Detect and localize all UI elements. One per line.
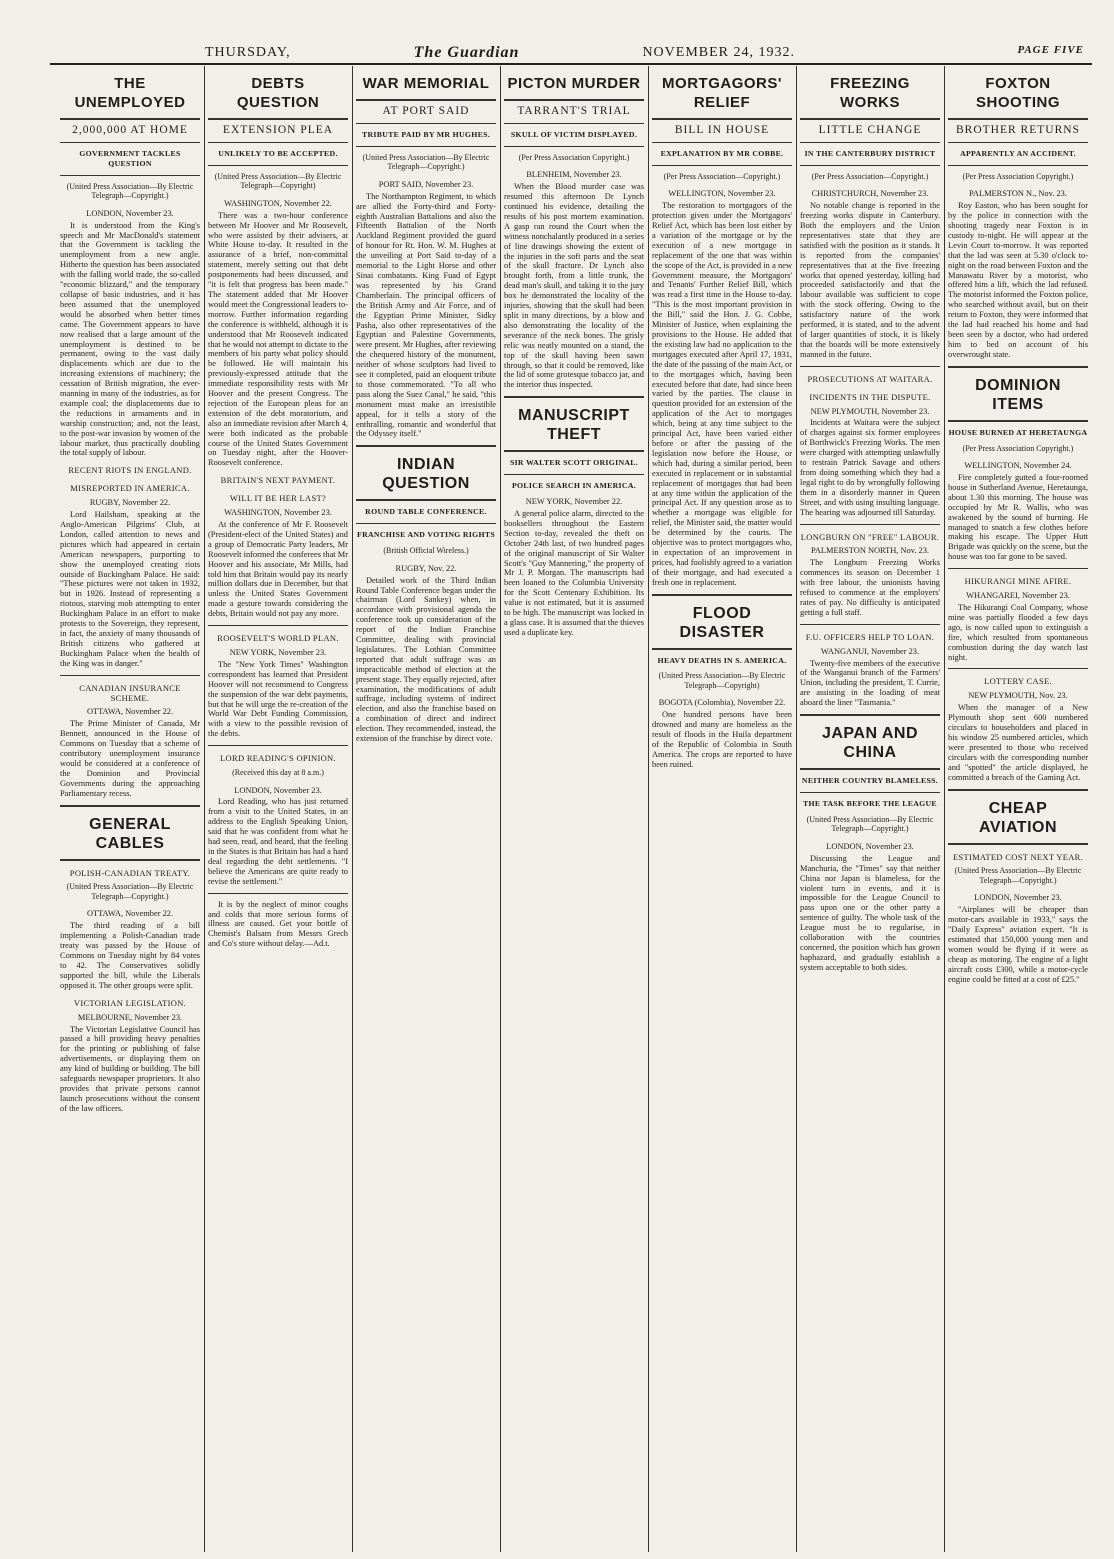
- divider: [652, 142, 792, 143]
- divider: [948, 420, 1088, 422]
- divider: [800, 624, 940, 625]
- divider: [504, 123, 644, 124]
- headline: MORTGAGORS' RELIEF: [662, 75, 782, 111]
- dateline: LONDON, November 23.: [234, 785, 322, 795]
- headline: GENERAL CABLES: [89, 815, 171, 852]
- divider: [208, 165, 348, 166]
- dateline: PALMERSTON NORTH, Nov. 23.: [810, 546, 930, 556]
- headline: WAR MEMORIAL: [362, 75, 490, 92]
- divider: [60, 142, 200, 143]
- dateline: PORT SAID, November 23.: [378, 179, 474, 189]
- subheadline: AT PORT SAID: [382, 105, 470, 117]
- deck: HEAVY DEATHS IN S. AMERICA.: [657, 655, 787, 665]
- column-war-memorial: [352, 66, 500, 1552]
- section-heading: RECENT RIOTS IN ENGLAND.: [68, 465, 192, 476]
- divider: [652, 594, 792, 596]
- dateline: LONDON, November 23.: [826, 841, 914, 851]
- section-heading: PROSECUTIONS AT WAITARA.: [807, 373, 933, 384]
- dateline: OTTAWA, November 22.: [86, 909, 174, 919]
- divider: [800, 165, 940, 166]
- headline: THE UNEMPLOYED: [74, 75, 186, 111]
- deck: POLICE SEARCH IN AMERICA.: [511, 481, 637, 491]
- article-body: The Longburn Freezing Works commences its season on December 1 with free labour, the unionists having refused to commence at the employers' rates of pay. No difficulty is anticipated getting a full staff.: [800, 558, 940, 617]
- section-heading: CANADIAN INSURANCE SCHEME.: [79, 682, 181, 703]
- credit-line: (United Press Association—By Electric Telegraph—Copyright.): [66, 882, 194, 901]
- dateline: LONDON, November 23.: [86, 208, 174, 218]
- deck: GOVERNMENT TACKLES QUESTION: [79, 148, 181, 168]
- divider: [356, 146, 496, 147]
- headline: FREEZING WORKS: [830, 75, 910, 111]
- credit-line: (Per Press Association—Copyright.): [811, 171, 929, 181]
- article-body: Lord Reading, who has just returned from a visit to the United States, in an address to the English Speaking Union, said that he was confident from what he had seen, read, and heard, that the feeling in the States is that Britain has had a hard deal regarding the debt settlements. "I believe the Americans are quite ready to revise the settlement.": [208, 797, 348, 886]
- headline: CHEAP AVIATION: [978, 799, 1058, 836]
- advertisement-text: It is by the neglect of minor coughs and colds that more serious forms of illness are caused. Get your bottle of Chemist's Balsam from Messrs Grech and Co's store without delay.—Ad.t.: [208, 899, 348, 949]
- dateline: NEW PLYMOUTH, Nov. 23.: [968, 691, 1068, 701]
- article-body: It is understood from the King's speech and Mr MacDonald's statement that the Government is tackling the unemployment from a new angle. Hitherto the question has been associated with the falling world trade, the so-called "economic blizzard," and the temporary collapse of basic industries, and it has been assumed that the unemployed would be absorbed when better times came. The Government appears to have now realised that a large amount of the unemployment is destined to be permanent, owing to the vast daily displacements which are due to the increasing extensions of machinery; the cessation of British migration, the ever-manning in many of the industries, as for example coal; the displacements due to the reductions in armaments and in warship construction; and, not the least, to the post-war invasion by women of the labour market, thus practically doubling the total supply of labour.: [60, 220, 200, 458]
- deck: FRANCHISE AND VOTING RIGHTS: [357, 530, 495, 540]
- deck: SKULL OF VICTIM DISPLAYED.: [510, 129, 638, 139]
- credit-line: (Per Press Association Copyright.): [518, 152, 630, 162]
- credit-line: (United Press Association—By Electric Telegraph—Copyright.): [954, 866, 1082, 885]
- deck: SIR WALTER SCOTT ORIGINAL.: [509, 458, 639, 468]
- divider: [356, 445, 496, 447]
- divider: [800, 366, 940, 367]
- headline: FOXTON SHOOTING: [975, 75, 1060, 111]
- divider: [208, 118, 348, 120]
- divider: [60, 805, 200, 807]
- divider: [504, 450, 644, 452]
- deck: APPARENTLY AN ACCIDENT.: [960, 148, 1076, 158]
- divider: [356, 499, 496, 501]
- dateline: WANGANUI, November 23.: [820, 646, 920, 656]
- divider: [800, 142, 940, 143]
- article-body: Discussing the League and Manchuria, the "Times" say that neither China nor Japan is blameless, for the violent turn in events, and it is impossible for the League Council to pass upon one or the other party a sentence of guilty. The whole task of the League must be to regularise, in collaboration with the countries concerned, the position which has grown haphazard, and gradually establish a system acceptable to both sides.: [800, 853, 940, 972]
- article-body: When the Blood murder case was resumed this afternoon Dr Lynch continued his evidence, detailing the results of his post mortem examination. A gasp ran round the Court when the witness nonchalantly produced in a series of line drawings showing the extent of the injuries in the soft parts and the seat of the skull fracture. Dr Lynch also brought forth, from a little trunk, the dead man's skull, and taking it to the jury box he demonstrated the locality of the injuries, showing that the skull had been split in many directions, by a blow and also demonstrating the locality of the severance of the neck bones. The grisly relic was neatly mounted on a stand, the top of the skull having been sawn through, so that it could be removed, like the lid of some grotesque tobacco jar, and the interior thus inspected.: [504, 182, 644, 390]
- section-heading: LORD READING'S OPINION.: [220, 753, 336, 764]
- divider: [504, 99, 644, 101]
- column-mortgagors-relief: [648, 66, 796, 1552]
- subheadline: TARRANT'S TRIAL: [517, 105, 631, 117]
- deck: UNLIKELY TO BE ACCEPTED.: [218, 148, 338, 158]
- article-body: The Hikurangi Coal Company, whose mine was partially flooded a few days ago, is now called upon to extinguish a fire, which resulted from spontaneous combustion during the day watch last night.: [948, 603, 1088, 662]
- dateline: WASHINGTON, November 22.: [224, 198, 332, 208]
- divider: [948, 366, 1088, 368]
- article-body: The restoration to mortgagors of the protection given under the Mortgagors' Relief Act, which has been lost either by a variation of the mortgage or by the execution of a new mortgage in replacement of the one that was within the scope of the Act, is provided in a new Government measure, the Mortgagors' and Tenants' Further Relief Bill, which was read a first time in the House to-day. "This is the most important provision in the Bill," said the Hon. J. G. Cobbe, Minister of Justice, when explaining the provisions to the House. He added that the existing law had no application to the mortgages executed after April 17, 1931, the date of the passing of the main Act, or to the mortgages which, having been executed before that date, had since been varied by the parties. The clause in question provided for an extension of the application of the Act to mortgages which, being at any time subject to the principal Act, have been varied either before or after the passing of the legislation now before the House, or which had, during a similar period, been executed in replacement or in substantial replacement of mortgages that had been at any time within the application of the principal Act. If any question arose as to whether a mortgage was eligible for relief, the Minister said, the matter would be determined by the courts. The objective was to protect mortgagors who, in expectation of an improvement in prices, had foolishly agreed to a variation of their mortgage, and had executed a fresh one in replacement.: [652, 201, 793, 587]
- dateline: WELLINGTON, November 24.: [964, 461, 1072, 471]
- dateline: WASHINGTON, November 23.: [224, 508, 332, 518]
- credit-line: (United Press Association—By Electric Telegraph—Copyright): [214, 171, 342, 191]
- divider: [948, 843, 1088, 845]
- section-heading: LONGBURN ON "FREE" LABOUR.: [800, 531, 940, 542]
- section-heading: INCIDENTS IN THE DISPUTE.: [809, 391, 931, 402]
- credit-line: (Per Press Association Copyright.): [962, 171, 1074, 181]
- deck: IN THE CANTERBURY DISTRICT: [804, 148, 936, 158]
- divider: [208, 142, 348, 143]
- article-body: Roy Easton, who has been sought for by the police in connection with the shooting tragedy near Foxton is in custody to-night. He will appear at the Levin Court to-morrow. It was reported that the lad was seen at 5.30 o'clock to-night on the road between Foxton and the Manawatu River by a motorist, who offered him a lift, which the lad refused. The motorist informed the Foxton police, who searched without avail, but on their return to Foxton, they were informed that the lad had reached his home and had been seen by a doctor, who had ordered him to bed on account of his overwrought state.: [948, 201, 1088, 359]
- divider: [60, 675, 200, 676]
- dateline: NEW PLYMOUTH, November 23.: [810, 406, 930, 416]
- credit-line: (British Official Wireless.): [383, 546, 469, 556]
- divider: [208, 625, 348, 626]
- divider: [60, 859, 200, 861]
- credit-line: (United Press Association—By Electric Telegraph—Copyright.): [362, 152, 490, 172]
- article-body: The Victorian Legislative Council has passed a bill providing heavy penalties for the printing or publishing of false advertisements, or displaying them on any kind of building or building. The bill safeguards newspaper proprietors. It also provides that private persons cannot launch prosecutions without the consent of the law officers.: [60, 1024, 200, 1113]
- column-unemployed: [56, 66, 204, 1552]
- top-rule: [50, 63, 1092, 65]
- divider: [356, 123, 496, 124]
- section-heading: F.U. OFFICERS HELP TO LOAN.: [805, 631, 935, 642]
- masthead-paper-title: The Guardian: [413, 44, 520, 61]
- article-body: There was a two-hour conference between Mr Hoover and Mr Roosevelt, who were assisted by their advisers, at White House to-day. It resulted in the assurance of a brief, non-committal statement, merely setting out that debt postponements had been discussed, and "it is felt that progress has been made." The statement added that Mr Hoover would meet the Congressional leaders to-morrow. Further information regarding the conference is withheld, although it is understood that Mr Roosevelt indicated that he would not attempt to dictate to the members of his party what policy should be followed. He will maintain his previously-expressed attitude that the immediate responsibility rests with Mr Hoover and the present Congress. The rejection of the European pleas for an extension of the debt moratorium, and also an immediate revision after March 4, were both indicated as the probable course of the United States Government on Tuesday night, after the Hoover-Roosevelt conference.: [208, 210, 348, 468]
- divider: [60, 175, 200, 176]
- headline: JAPAN AND CHINA: [821, 725, 919, 762]
- dateline: RUGBY, Nov. 22.: [395, 563, 457, 573]
- divider: [948, 142, 1088, 143]
- dateline: OTTAWA, November 22.: [86, 707, 174, 717]
- headline: INDIAN QUESTION: [382, 456, 470, 493]
- column-picton-murder: [500, 66, 648, 1552]
- divider: [504, 146, 644, 147]
- divider: [504, 396, 644, 398]
- dateline: WELLINGTON, November 23.: [668, 189, 776, 199]
- dateline: CHRISTCHURCH, November 23.: [811, 189, 929, 199]
- section-heading: LOTTERY CASE.: [984, 676, 1052, 687]
- article-body: When the manager of a New Plymouth shop sent 600 numbered circulars to householders and placed in his window 25 numbered articles, which were presented to those who received circulars with the corresponding number and "spotted" the article displayed, he committed a breach of the Gaming Act.: [948, 703, 1088, 782]
- article-body: The Prime Minister of Canada, Mr Bennett, announced in the House of Commons on Tuesday that a scheme of contributory unemployment insurance would be considered at a conference of the Dominion and Provincial Governments during the approaching Parliamentary recess.: [60, 719, 200, 798]
- divider: [652, 165, 792, 166]
- credit-line: (United Press Association—By Electric Telegraph—Copyright.): [66, 181, 194, 201]
- headline: DOMINION ITEMS: [975, 376, 1061, 413]
- section-heading: ESTIMATED COST NEXT YEAR.: [952, 851, 1084, 862]
- divider: [356, 99, 496, 101]
- dateline: MELBOURNE, November 23.: [77, 1012, 183, 1022]
- dateline: NEW YORK, November 22.: [525, 497, 623, 507]
- article-body: A general police alarm, directed to the booksellers throughout the Eastern Section to-day, revealed the theft on October 24th last, of two hundred pages of the original manuscript of Sir Walter Scott's "Guy Mannering," the property of Mr J. P. Morgan. The manuscripts had been loaned to the Columbia University for the Scott Centenary Exhibition. Its value is not estimated, but it is assumed to be high. The manuscript was locked in a glass case. It is assumed that the thieves used a duplicate key.: [504, 508, 644, 637]
- divider: [208, 745, 348, 746]
- divider: [504, 474, 644, 475]
- divider: [800, 714, 940, 716]
- dateline: PALMERSTON N., Nov. 23.: [969, 189, 1067, 199]
- dateline: BOGOTA (Colombia), November 22.: [658, 698, 786, 708]
- section-heading: HIKURANGI MINE AFIRE.: [964, 576, 1072, 587]
- divider: [800, 792, 940, 793]
- article-body: Twenty-five members of the executive of the Wanganui branch of the Farmers' Union, including the president, T. Currie, are assisting in the loading of meat aboard the liner "Tasmania.": [800, 658, 940, 708]
- divider: [948, 165, 1088, 166]
- credit-line: (Received this day at 8 a.m.): [232, 768, 324, 778]
- divider: [652, 648, 792, 650]
- divider: [948, 789, 1088, 791]
- credit-line: (Per Press Association—Copyright.): [663, 171, 781, 181]
- divider: [800, 118, 940, 120]
- divider: [948, 118, 1088, 120]
- dateline: RUGBY, November 22.: [89, 498, 171, 508]
- article-body: Fire completely gutted a four-roomed house in Sutherland Avenue, Heretaunga, about 1.30 this morning. The house was occupied by Mr R. Wallis, who was awakened by the sound of burning. He managed to snatch a few clothes before making his escape. The Upper Hutt Brigade was quickly on the scene, but the house was too far gone to be saved.: [948, 473, 1088, 562]
- masthead-day: THURSDAY,: [205, 45, 291, 60]
- dateline: NEW YORK, November 23.: [229, 647, 327, 657]
- masthead: [205, 42, 795, 64]
- deck: NEITHER COUNTRY BLAMELESS.: [801, 776, 939, 786]
- divider: [800, 524, 940, 525]
- section-heading: BRITAIN'S NEXT PAYMENT.: [220, 475, 336, 486]
- column-freezing-works: [796, 66, 944, 1552]
- article-body: At the conference of Mr F. Roosevelt (President-elect of the United States) and a group of Democratic Party leaders, Mr Roosevelt informed the conferees that Mr Hoover and his associate, Mr Mills, had told him that Britain would pay its nearly million dollars due in December, but that unless the United States Government made a gesture towards considering the debts, Britain would not pay any more.: [208, 520, 348, 619]
- subheadline: BROTHER RETURNS: [956, 124, 1080, 136]
- dateline: WHANGAREI, November 23.: [966, 591, 1070, 601]
- credit-line: (United Press Association—By Electric Telegraph—Copyright): [658, 671, 786, 690]
- subheadline: 2,000,000 AT HOME: [72, 124, 188, 136]
- subheadline: EXTENSION PLEA: [222, 124, 334, 136]
- column-debts: [204, 66, 352, 1552]
- page-number: PAGE FIVE: [1017, 44, 1084, 56]
- headline: PICTON MURDER: [507, 75, 641, 92]
- article-body: Detailed work of the Third Indian Round Table Conference began under the chairman (Lord Sankey) when, in accordance with provisional agenda the conference took up consideration of the report of the Indian Franchise Committee, dealing with provincial legislatures. The Lothian Committee reported that adult suffrage was an impracticable method of election at the present stage. They equally rejected, after examination, the modifications of adult suffrage, including systems of indirect election, and also the franchise based on a combination of direct and indirect election. They recommended, instead, the extension of the franchise by direct vote.: [356, 575, 496, 744]
- divider: [356, 523, 496, 524]
- deck: HOUSE BURNED AT HERETAUNGA: [948, 427, 1088, 437]
- divider: [948, 668, 1088, 669]
- dateline: BLENHEIM, November 23.: [526, 170, 622, 180]
- section-heading: WILL IT BE HER LAST?: [229, 493, 327, 504]
- headline: DEBTS QUESTION: [236, 75, 320, 111]
- divider: [60, 118, 200, 120]
- credit-line: (Per Press Association Copyright.): [962, 443, 1074, 453]
- subheadline: BILL IN HOUSE: [674, 124, 770, 136]
- divider: [652, 118, 792, 120]
- article-body: No notable change is reported in the freezing works dispute in Canterbury. Both the employers and the Union representatives state that they are satisfied with the position as it stands. It is reported from the companies' representatives that at the five freezing works that opened yesterday, killing had proceeded satisfactorily and that the labour available was sufficient to cope with the stock offering. Owing to the satisfactory nature of the work performed, it is stated, and to the advent of larger quantities of stock, it is likely that the boards will be more extensively manned in the future.: [800, 201, 940, 359]
- deck: THE TASK BEFORE THE LEAGUE: [803, 799, 937, 808]
- article-body: Incidents at Waitara were the subject of charges against six former employees of Borthwick's Freezing Works. The men were charged with attempting unlawfully to restrain Patrick Savage and others from doing something which they had a legal right to do by wrongfully following them in a disorderly manner in Queen Street, and with using insulting language. The hearing was adjourned till Saturday.: [800, 418, 940, 517]
- section-heading: POLISH-CANADIAN TREATY.: [69, 867, 191, 878]
- deck: TRIBUTE PAID BY MR HUGHES.: [361, 129, 490, 139]
- article-body: The third reading of a bill implementing a Polish-Canadian trade treaty was passed by the House of Commons on Tuesday night by 84 votes to 42. The Conservatives solidly supported the bill, while the Liberals opposed it. The other groups were split.: [60, 921, 200, 990]
- divider: [948, 568, 1088, 569]
- article-body: The "New York Times" Washington correspondent has learned that President Hoover will not recommend to Congress the suspension of the war debt payments, but that he will urge the re-creation of the World War Debt Funding Commission, with a view to the possible revision of the debts.: [208, 659, 348, 739]
- headline: MANUSCRIPT THEFT: [518, 407, 630, 444]
- headline: FLOOD DISASTER: [679, 604, 765, 641]
- article-body: Lord Hailsham, speaking at the Anglo-American Pilgrims' Club, at London, called attention to news and pictures which had appeared in certain American newspapers, purporting to show the unemployed creating riots outside of Buckingham Palace. He said: "These pictures were not taken in 1932, but in 1926. Instead of representing a riotous, starving mob attempting to enter Buckingham Palace in an effort to make protests to the Sovereign, they represent, in fact, the anxiety of many thousands of British citizens who gathered at Buckingham Palace when the health of the King was in danger.": [60, 510, 200, 668]
- column-foxton-shooting: [944, 66, 1092, 1552]
- article-body: One hundred persons have been drowned and many are homeless as the result of floods in the Huila department of the Republic of Colombia in South America. The crops are reported to have been ruined.: [652, 710, 792, 769]
- section-heading: MISREPORTED IN AMERICA.: [70, 483, 190, 494]
- deck: ROUND TABLE CONFERENCE.: [365, 507, 487, 517]
- deck: EXPLANATION BY MR COBBE.: [660, 148, 784, 158]
- divider: [208, 893, 348, 894]
- section-heading: ROOSEVELT'S WORLD PLAN.: [217, 633, 339, 644]
- article-body: "Airplanes will be cheaper than motor-cars available in 1933," says the "Daily Express" aviation expert. "It is estimated that 150,000 young men and women would be flying if it were as cheap as motoring. The engine of a light aircraft costs £300, while a motor-cycle engine could be fitted at a cost of £25.": [948, 905, 1088, 984]
- section-heading: VICTORIAN LEGISLATION.: [73, 997, 187, 1008]
- masthead-date: NOVEMBER 24, 1932.: [642, 45, 795, 60]
- article-body: The Northampton Regiment, to which are allied the Forty-third and Forty-eighth Australian Battalions and also the Fifteenth Battalion of the North Auckland Regiment provided the guard of honour for Rt. Hon. W. M. Hughes at the unveiling at Port Said to-day of a memorial to the Light Horse and other Sinai combatants. King Fuad of Egypt was represented by his Grand Chamberlain. The principal officers of the British Army and Air Force, and of the Egyptian Prime Minister, Sidky Pasha, also other representatives of the Egyptian and Palestine Governments, were present. Mr Hughes, after reviewing the chequered history of the monument, neither of whose sculptors had lived to see it completed, paid an eloquent tribute to those commemorated. "To all who pass along the Suez Canal," he said, "this monument must make an irresistible appeal, for it tells a story of the enthralling, romantic and wonderful that the Odyssey itself.": [356, 191, 496, 439]
- subheadline: LITTLE CHANGE: [818, 124, 922, 136]
- divider: [800, 768, 940, 770]
- dateline: LONDON, November 23.: [974, 893, 1062, 903]
- credit-line: (United Press Association—By Electric Telegraph—Copyright.): [806, 814, 934, 834]
